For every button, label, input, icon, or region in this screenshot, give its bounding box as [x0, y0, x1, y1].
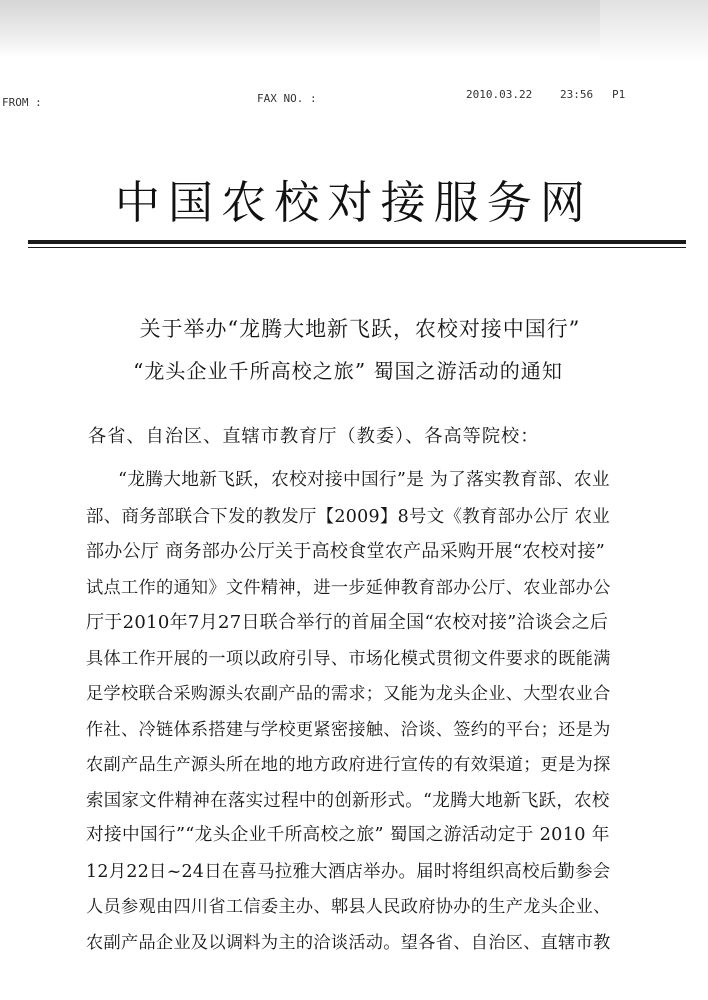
notice-title-line-2: “龙头企业千所高校之旅” 蜀国之游活动的通知	[133, 359, 563, 383]
body-line: 具体工作开展的一项以政府引导、市场化模式贯彻文件要求的既能满	[86, 648, 611, 669]
salutation: 各省、自治区、直辖市教育厅（教委）、各高等院校：	[88, 426, 540, 447]
body-line: 部、商务部联合下发的教发厅【2009】8号文《教育部办公厅 农业	[86, 506, 610, 527]
fax-from-label: FROM :	[2, 96, 42, 109]
body-line: 索国家文件精神在落实过程中的创新形式。“龙腾大地新飞跃，农校	[86, 790, 610, 811]
scan-edge-shading-right	[600, 0, 708, 62]
body-line: 试点工作的通知》文件精神，进一步延伸教育部办公厅、农业部办公	[86, 577, 611, 598]
fax-date: 2010.03.22	[466, 88, 533, 101]
fax-time: 23:56	[560, 88, 594, 101]
body-line: 对接中国行”“龙头企业千所高校之旅” 蜀国之游活动定于 2010 年	[86, 825, 610, 845]
fax-page-number: P1	[612, 88, 626, 101]
body-line: 农副产品企业及以调料为主的洽谈活动。望各省、自治区、直辖市教	[86, 932, 611, 953]
masthead-rule-thick	[28, 240, 686, 244]
body-line: 作社、冷链体系搭建与学校更紧密接触、洽谈、签约的平台；还是为	[86, 719, 611, 740]
masthead-title: 中国农校对接服务网	[114, 176, 594, 229]
body-line: 厅于2010年7月27日联合举行的首届全国“农校对接”洽谈会之后	[86, 612, 609, 633]
fax-number-label: FAX NO. :	[257, 92, 317, 105]
body-line: 足学校联合采购源头农副产品的需求；又能为龙头企业、大型农业合	[86, 684, 611, 704]
body-line: 部办公厅 商务部办公厅关于高校食堂农产品采购开展“农校对接”	[86, 541, 606, 562]
body-line: 人员参观由四川省工信委主办、郫县人民政府协办的生产龙头企业、	[86, 897, 611, 917]
fax-header	[0, 88, 708, 109]
notice-title-line-1: 关于举办“龙腾大地新飞跃，农校对接中国行”	[139, 317, 581, 341]
body-line: 12月22日~24日在喜马拉雅大酒店举办。届时将组织高校后勤参会	[86, 861, 611, 882]
body-line: 农副产品生产源头所在地的地方政府进行宣传的有效渠道；更是为探	[86, 755, 611, 775]
masthead-rule-thin	[28, 247, 686, 248]
body-line: “龙腾大地新飞跃，农校对接中国行”是 为了落实教育部、农业	[118, 470, 610, 490]
